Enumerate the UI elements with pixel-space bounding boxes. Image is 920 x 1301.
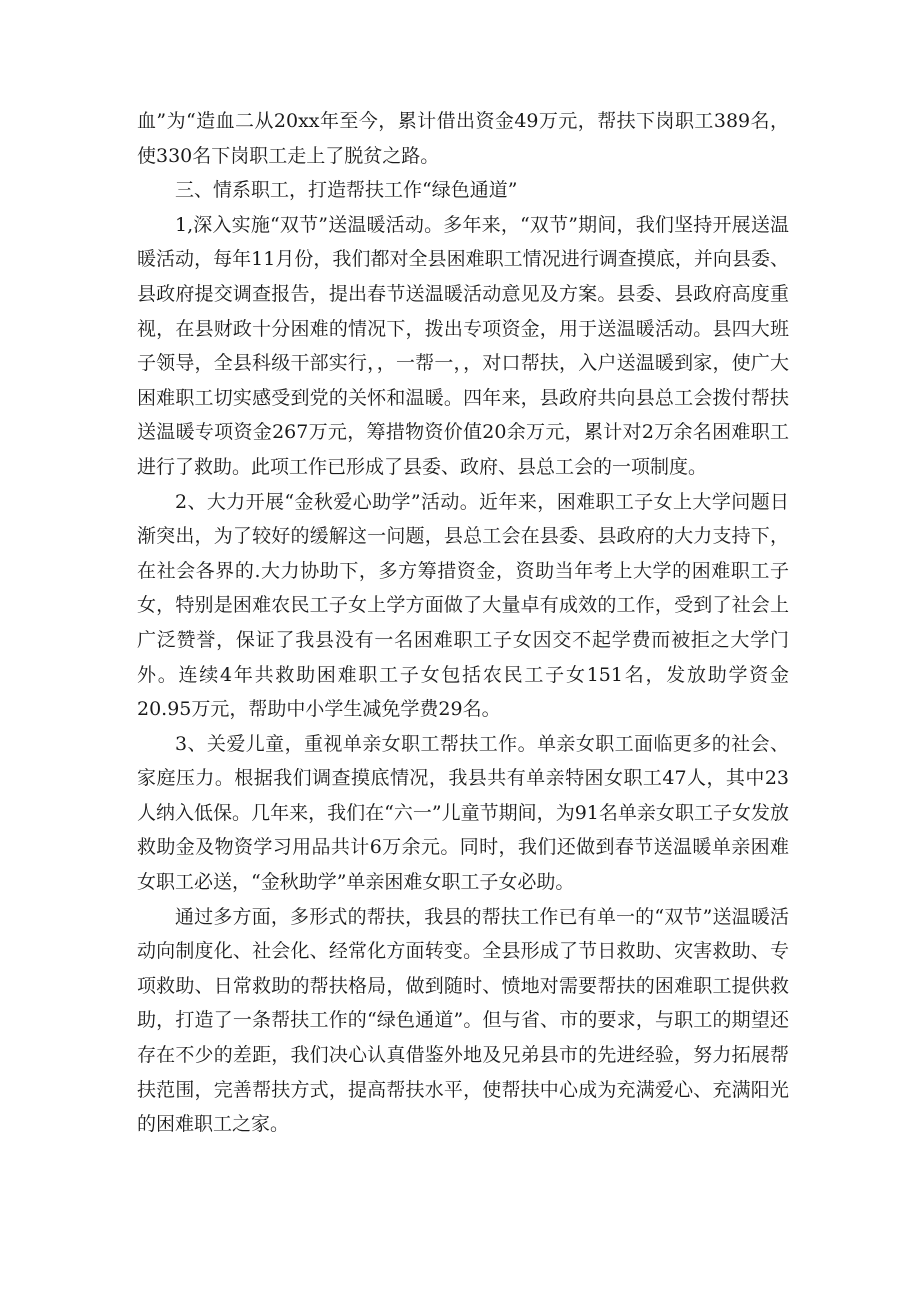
paragraph-continuation: 血”为“造血二从20xx年至今，累计借出资金49万元，帮扶下岗职工389名，使330名下岗职工走上了脱贫之路。 [137,110,789,167]
paragraph-golden-autumn: 2、大力开展“金秋爱心助学”活动。近年来，困难职工子女上大学问题日渐突出，为了较好的缓解这一问题，县总工会在县委、县政府的大力支持下，在社会各界的.大力协助下，多方筹措资金，资助当年考上大学的困难职工子女，特别是困难农民工子女上学方面做了大量卓有成效的工作，受到了社会上广泛赞誉，保证了我县没有一名困难职工子女因交不起学费而被拒之大学门外。连续4年共救助困难职工子女包括农民工子女151名，发放助学资金20.95万元，帮助中小学生减免学费29名。 [137,490,789,721]
paragraph-single-mothers: 3、关爱儿童，重视单亲女职工帮扶工作。单亲女职工面临更多的社会、家庭压力。根据我们调查摸底情况，我县共有单亲特困女职工47人，其中23人纳入低保。几年来，我们在“六一”儿童节期间，为91名单亲女职工子女发放救助金及物资学习用品共计6万余元。同时，我们还做到春节送温暖单亲困难女职工必送，“金秋助学”单亲困难女职工子女必助。 [137,732,789,894]
section-heading: 三、情系职工，打造帮扶工作“绿色通道” [175,179,518,202]
paragraph-double-festival: 1,深入实施“双节”送温暖活动。多年来，“双节”期间，我们坚持开展送温暖活动，每年11月份，我们都对全县困难职工情况进行调查摸底，并向县委、县政府提交调查报告，提出春节送温暖活动意见及方案。县委、县政府高度重视，在县财政十分困难的情况下，拨出专项资金，用于送温暖活动。县四大班子领导，全县科级干部实行，，一帮一，，对口帮扶，入户送温暖到家，使广大困难职工切实感受到党的关怀和温暖。四年来，县政府共向县总工会拨付帮扶送温暖专项资金267万元，筹措物资价值20余万元，累计对2万余名困难职工进行了救助。此项工作已形成了县委、政府、县总工会的一项制度。 [137,213,789,478]
document-page [137,104,789,1142]
paragraph-conclusion: 通过多方面，多形式的帮扶，我县的帮扶工作已有单一的“双节”送温暖活动向制度化、社会化、经常化方面转变。全县形成了节日救助、灾害救助、专项救助、日常救助的帮扶格局，做到随时、愤地对需要帮扶的困难职工提供救助，打造了一条帮扶工作的“绿色通道”。但与省、市的要求，与职工的期望还存在不少的差距，我们决心认真借鉴外地及兄弟县市的先进经验，努力拓展帮扶范围，完善帮扶方式，提高帮扶水平，使帮扶中心成为充满爱心、充满阳光的困难职工之家。 [137,905,789,1136]
